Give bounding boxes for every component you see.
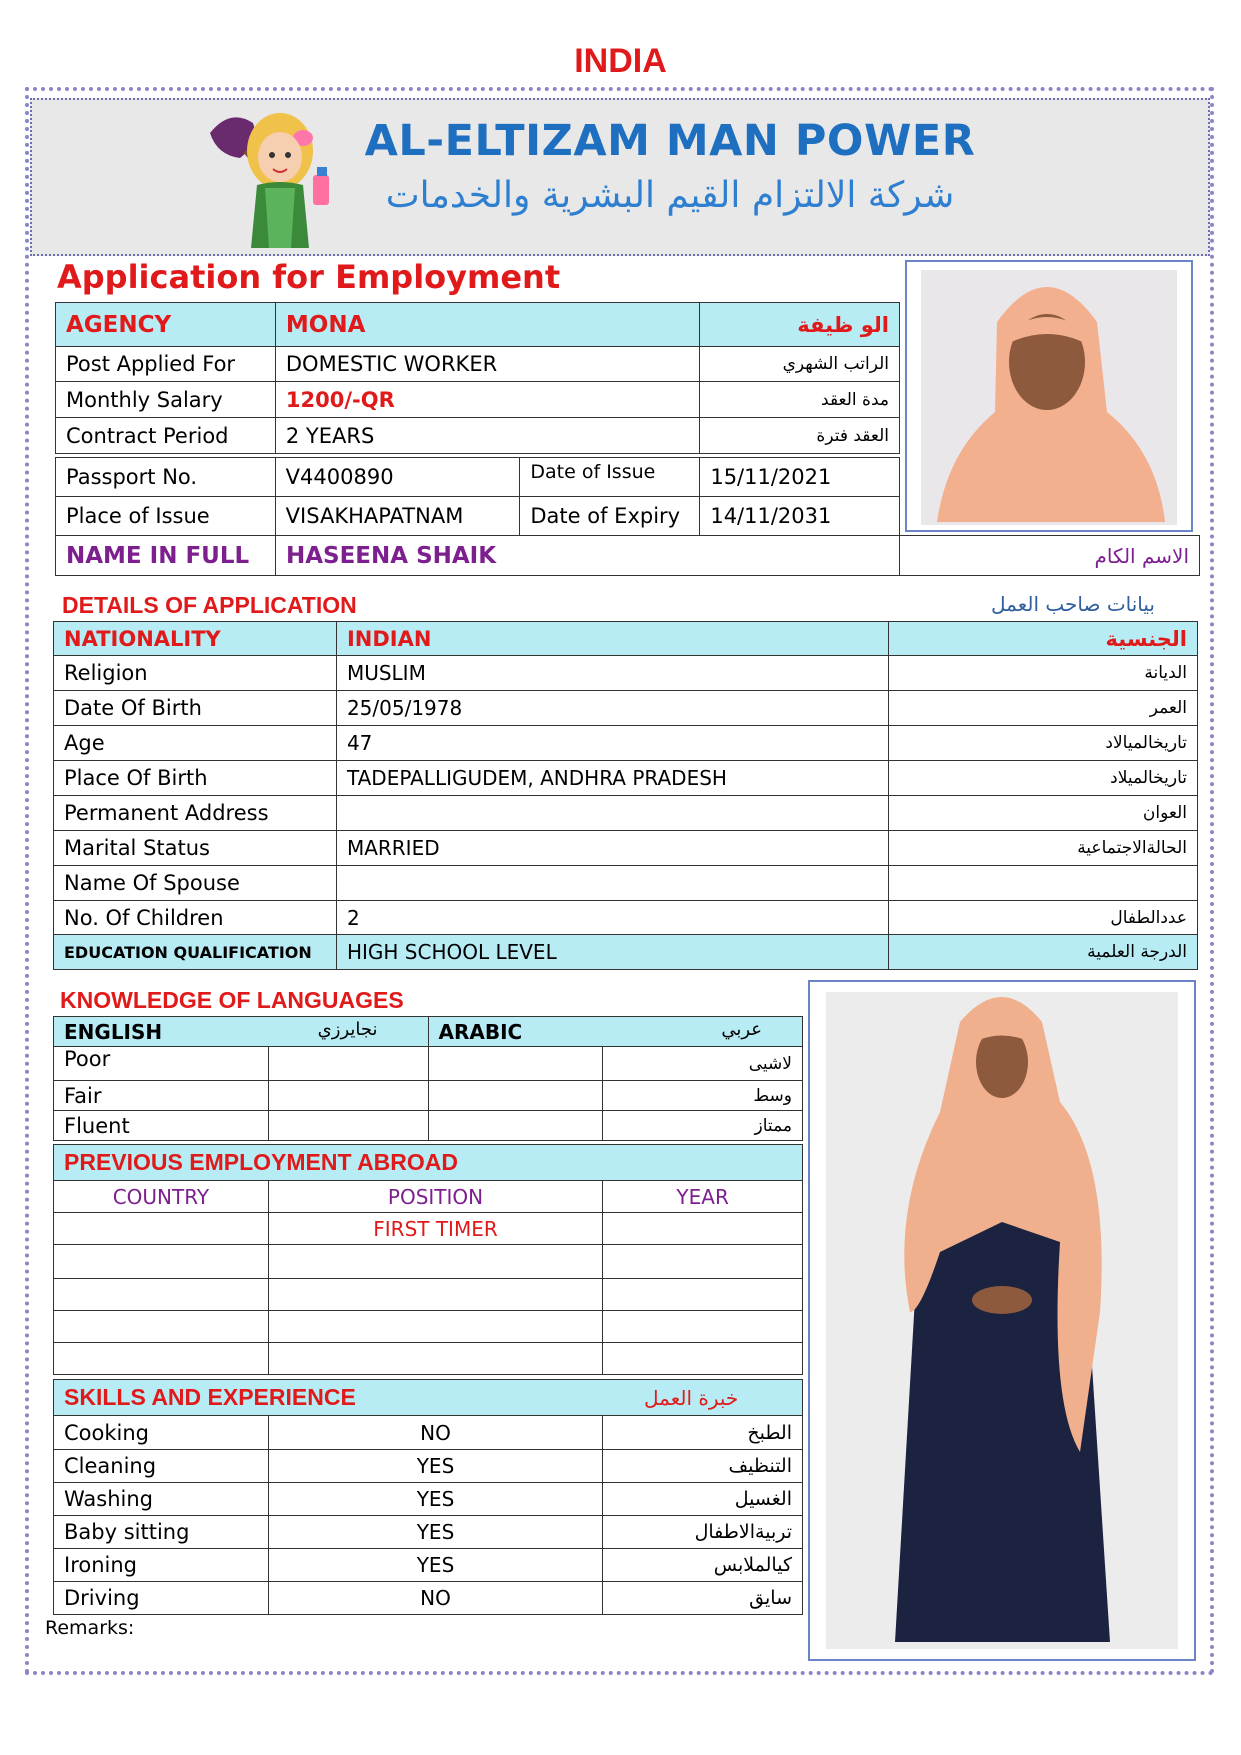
dob-value: 25/05/1978	[336, 691, 888, 726]
remarks-label: Remarks:	[45, 1617, 135, 1639]
arabic-level-cell	[428, 1111, 603, 1141]
full-length-photo	[808, 980, 1196, 1661]
form-title: Application for Employment	[57, 258, 561, 296]
salary-label-ar: مدة العقد	[700, 382, 900, 418]
children-value: 2	[336, 901, 888, 935]
children-label-ar: عددالطفال	[888, 901, 1198, 935]
skills-title-row	[54, 1380, 803, 1416]
first-timer-note: FIRST TIMER	[268, 1213, 603, 1245]
arabic-label: ARABIC	[438, 1019, 523, 1044]
religion-value: MUSLIM	[336, 656, 888, 691]
skills-title-cell	[54, 1380, 803, 1416]
country-title: INDIA	[574, 42, 667, 80]
religion-row	[54, 656, 1198, 691]
details-title: DETAILS OF APPLICATION	[62, 592, 357, 618]
dob-label-ar: العمر	[888, 691, 1198, 726]
skill-label: Driving	[54, 1582, 269, 1615]
employment-row	[54, 1213, 803, 1245]
children-row	[54, 901, 1198, 935]
language-level-row	[54, 1081, 803, 1111]
level-label-ar: ممتاز	[603, 1111, 803, 1141]
age-row	[54, 726, 1198, 761]
address-label: Permanent Address	[54, 796, 337, 831]
skill-label-ar: التنظيف	[603, 1450, 803, 1483]
language-level-row	[54, 1111, 803, 1141]
dob-row	[54, 691, 1198, 726]
place-issue-label: Place of Issue	[56, 497, 276, 536]
applicant-headshot-image	[907, 262, 1191, 530]
salary-label: Monthly Salary	[56, 382, 276, 418]
skill-label: Cooking	[54, 1416, 269, 1450]
salary-row	[56, 382, 900, 418]
skill-row	[54, 1582, 803, 1615]
skill-label-ar: كيالملابس	[603, 1549, 803, 1582]
marital-status-value: MARRIED	[336, 831, 888, 866]
full-name-table	[55, 535, 1200, 576]
skill-row	[54, 1416, 803, 1450]
full-name-value: HASEENA SHAIK	[275, 536, 899, 576]
skill-row	[54, 1549, 803, 1582]
skill-value: YES	[268, 1450, 602, 1483]
agency-label-ar: الو ظيفة	[700, 303, 900, 347]
children-label: No. Of Children	[54, 901, 337, 935]
language-level-row	[54, 1047, 803, 1081]
skill-value: YES	[268, 1549, 602, 1582]
age-value: 47	[336, 726, 888, 761]
skill-label: Washing	[54, 1483, 269, 1516]
place-of-birth-label-ar: تاريخالميلاد	[888, 761, 1198, 796]
skill-label-ar: سايق	[603, 1582, 803, 1615]
employment-year-cell	[603, 1213, 803, 1245]
english-label: ENGLISH	[64, 1019, 163, 1044]
full-name-label: NAME IN FULL	[56, 536, 276, 576]
skill-value: YES	[268, 1516, 602, 1549]
nationality-label: NATIONALITY	[54, 622, 337, 656]
employment-table	[53, 1144, 803, 1375]
company-name-ar: شركة الالتزام القيم البشرية والخدمات	[385, 175, 955, 216]
skill-label: Baby sitting	[54, 1516, 269, 1549]
arabic-header	[428, 1017, 803, 1047]
address-label-ar: العوان	[888, 796, 1198, 831]
address-value	[336, 796, 888, 831]
passport-table	[55, 457, 900, 536]
agency-row	[56, 303, 900, 347]
place-issue-value: VISAKHAPATNAM	[275, 497, 520, 536]
employment-header-row	[54, 1181, 803, 1213]
passport-row	[56, 458, 900, 497]
skill-row	[54, 1483, 803, 1516]
address-row	[54, 796, 1198, 831]
skill-label: Cleaning	[54, 1450, 269, 1483]
skill-value: NO	[268, 1582, 602, 1615]
employment-title: PREVIOUS EMPLOYMENT ABROAD	[54, 1145, 803, 1181]
place-of-birth-value: TADEPALLIGUDEM, ANDHRA PRADESH	[336, 761, 888, 796]
employment-title-row	[54, 1145, 803, 1181]
employment-row	[54, 1343, 803, 1375]
post-label: Post Applied For	[56, 347, 276, 382]
nationality-row	[54, 622, 1198, 656]
salary-value: 1200/-QR	[275, 382, 699, 418]
passport-no-label: Passport No.	[56, 458, 276, 497]
skills-title: SKILLS AND EXPERIENCE	[64, 1384, 356, 1410]
education-value: HIGH SCHOOL LEVEL	[336, 935, 888, 970]
age-label: Age	[54, 726, 337, 761]
skill-value: NO	[268, 1416, 602, 1450]
english-level-cell	[268, 1111, 428, 1141]
english-level-cell	[268, 1081, 428, 1111]
post-label-ar: الراتب الشهري	[700, 347, 900, 382]
skill-row	[54, 1516, 803, 1549]
level-label-ar: وسط	[603, 1081, 803, 1111]
education-label: EDUCATION QUALIFICATION	[54, 935, 337, 970]
passport-photo	[905, 260, 1193, 532]
agency-value: MONA	[275, 303, 699, 347]
languages-header-row	[54, 1017, 803, 1047]
post-value: DOMESTIC WORKER	[275, 347, 699, 382]
place-of-birth-row	[54, 761, 1198, 796]
position-header: POSITION	[268, 1181, 603, 1213]
passport-no-value: V4400890	[275, 458, 520, 497]
year-header: YEAR	[603, 1181, 803, 1213]
dob-label: Date Of Birth	[54, 691, 337, 726]
contract-row	[56, 418, 900, 454]
spouse-label-ar	[888, 866, 1198, 901]
country-header: COUNTRY	[54, 1181, 269, 1213]
level-label: Fluent	[54, 1111, 269, 1141]
expiry-date-value: 14/11/2031	[700, 497, 900, 536]
arabic-level-cell	[428, 1047, 603, 1081]
skill-label-ar: تربيةالاطفال	[603, 1516, 803, 1549]
skill-value: YES	[268, 1483, 602, 1516]
employment-row	[54, 1279, 803, 1311]
arabic-label-ar: عربي	[721, 1019, 762, 1040]
marital-status-label: Marital Status	[54, 831, 337, 866]
education-label-ar: الدرجة العلمية	[888, 935, 1198, 970]
expiry-date-label: Date of Expiry	[520, 497, 700, 536]
skills-table	[53, 1379, 803, 1615]
languages-title: KNOWLEDGE OF LANGUAGES	[60, 987, 404, 1013]
employment-country-cell	[54, 1213, 269, 1245]
maid-logo-icon	[205, 103, 355, 253]
applicant-full-photo-image	[810, 982, 1194, 1659]
languages-table	[53, 1016, 803, 1141]
english-level-cell	[268, 1047, 428, 1081]
skill-label-ar: الطبخ	[603, 1416, 803, 1450]
issue-date-label: Date of Issue	[520, 458, 700, 497]
full-name-label-ar: الاسم الكام	[900, 536, 1200, 576]
company-name-en: AL-ELTIZAM MAN POWER	[364, 116, 976, 166]
marital-status-label-ar: الحالةالاجتماعية	[888, 831, 1198, 866]
contract-label-ar: العقد فترة	[700, 418, 900, 454]
issue-date-value: 15/11/2021	[700, 458, 900, 497]
skill-label-ar: الغسيل	[603, 1483, 803, 1516]
skill-row	[54, 1450, 803, 1483]
marital-status-row	[54, 831, 1198, 866]
english-header	[54, 1017, 429, 1047]
details-table	[53, 621, 1198, 970]
details-title-ar: بيانات صاحب العمل	[991, 592, 1155, 616]
age-label-ar: تاريخالميالاد	[888, 726, 1198, 761]
education-row	[54, 935, 1198, 970]
place-issue-row	[56, 497, 900, 536]
contract-value: 2 YEARS	[275, 418, 699, 454]
contract-label: Contract Period	[56, 418, 276, 454]
level-label: Fair	[54, 1081, 269, 1111]
skill-label: Ironing	[54, 1549, 269, 1582]
nationality-value: INDIAN	[336, 622, 888, 656]
employment-row	[54, 1245, 803, 1279]
religion-label-ar: الديانة	[888, 656, 1198, 691]
english-label-ar: نجايرزي	[317, 1019, 378, 1040]
spouse-row	[54, 866, 1198, 901]
spouse-label: Name Of Spouse	[54, 866, 337, 901]
job-info-table	[55, 302, 900, 454]
employment-row	[54, 1311, 803, 1343]
level-label: Poor	[54, 1047, 269, 1081]
post-row	[56, 347, 900, 382]
religion-label: Religion	[54, 656, 337, 691]
arabic-level-cell	[428, 1081, 603, 1111]
full-name-row	[56, 536, 1200, 576]
spouse-value	[336, 866, 888, 901]
nationality-label-ar: الجنسية	[888, 622, 1198, 656]
agency-label: AGENCY	[56, 303, 276, 347]
skills-title-ar: خبرة العمل	[644, 1386, 739, 1410]
level-label-ar: لاشيى	[603, 1047, 803, 1081]
place-of-birth-label: Place Of Birth	[54, 761, 337, 796]
